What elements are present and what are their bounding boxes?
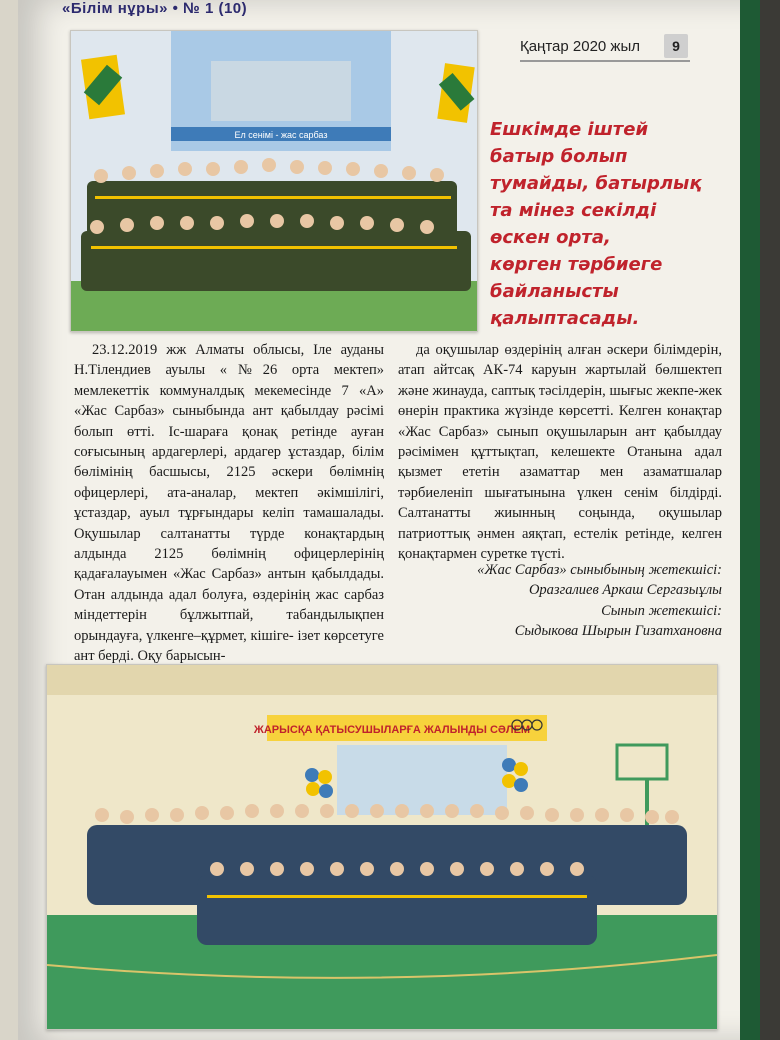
article-column-1 xyxy=(74,340,384,667)
quote-line: батыр болып xyxy=(490,146,628,167)
quote-line: байланысты xyxy=(490,281,619,302)
masthead: «Білім нұры» • № 1 (10) xyxy=(62,0,248,17)
top-banner-text: Ел сенімі - жас сарбаз xyxy=(234,130,328,140)
page-gutter xyxy=(0,0,18,1040)
article-paragraph-1: 23.12.2019 жж Алматы облысы, Іле ауданы Н.Тілендиев ауылы «№26 орта мектеп» мемлекеттік коммуналдық мекемесінде 7 «А» «Жас Сарбаз» сыныбында ант қабылдау рәсімі болып өтті. Іс-шараға қонақ ретінде ауған соғысының ардагерлері, ардагер ұстаздар, білім бөлімінің басшысы, 2125 әскери бөлімнің офицерлері, ата-аналар, мектеп әкімшілігі, ұстаздар, ауыл тұрғындары келіп тамашалады. Оқушылар салтанатты түрде конақтардың алдында 2125 бөлімнің офицерлерінің қадағалауымен «Жас Сарбаз» антын қабылдады. Отан алдында адал болуға, өздерінің жас сарбаз міндеттерін бұлжытпай, табандылықпен орындауға, үлкенге–құрмет, кішіге- ізет көрсетуге ант берді. Оқу барысын- xyxy=(74,342,384,665)
article-paragraph-2: да оқушылар өздерінің алған әскери білімдерін, атап айтсақ АК-74 каруын жартылай бөлшектеп және жинауда, саптық тәсілдерін, шығыс жекпе-жек өнерін практика жүзінде көрсетті. Келген конақтар «Жас Сарбаз» сынып оқушыларын ант қабылдау рәсімімен құттықтап, келешекте Отанына адал қызмет ететін азаматтар мен азаматшалар тәрбиеленіп шығатынына үлкен сенім білдірді. Салтанатты жиынның соңында, оқушылар патриоттық әнмен аяқтап, естелік ретінде, келген қонақтармен суретке түсті. xyxy=(398,342,722,563)
quote-line: өскен орта, xyxy=(490,227,611,248)
next-page-edge xyxy=(740,0,760,1040)
signature-role-1: «Жас Сарбаз» сыныбының жетекшісі: xyxy=(477,562,722,578)
group-photo-gym xyxy=(46,664,718,1030)
group-photo-oath-illustration xyxy=(71,31,477,331)
group-photo-oath xyxy=(70,30,478,332)
quote-line: тумайды, батырлық xyxy=(490,173,702,194)
quote-line: көрген тәрбиеге xyxy=(490,254,663,275)
quote-line: Ешкімде іштей xyxy=(490,119,649,140)
quote-line: та мінез секілді xyxy=(490,200,657,221)
signature-name-1: Оразгалиев Аркаш Сергазыұлы xyxy=(528,582,722,599)
pull-quote xyxy=(490,116,730,332)
article-column-2 xyxy=(398,340,722,564)
signature-block xyxy=(398,560,722,642)
issue-date: Қаңтар 2020 жыл xyxy=(519,38,640,55)
header-rule xyxy=(520,60,690,62)
group-photo-gym-illustration xyxy=(47,665,717,1029)
quote-line: қалыптасады. xyxy=(490,308,640,329)
signature-name-2: Сыдыкова Шырын Гизатхановна xyxy=(514,623,722,640)
gym-banner-text: ЖАРЫСҚА ҚАТЫСУШЫЛАРҒА ЖАЛЫНДЫ СӘЛЕМ xyxy=(253,724,531,736)
page-number: 9 xyxy=(664,34,688,58)
signature-role-2: Сынып жетекшісі: xyxy=(601,602,722,619)
